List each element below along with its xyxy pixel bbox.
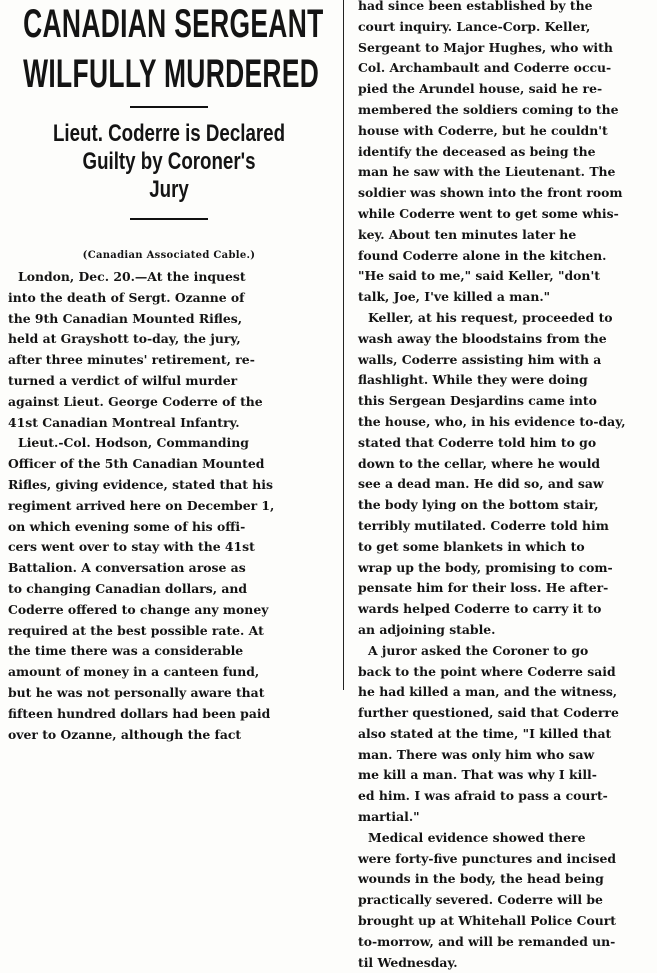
text-line: practically severed. Coderre will be (358, 892, 603, 908)
text-line: pensate him for their loss. He after- (358, 580, 609, 596)
text-line: to changing Canadian dollars, and (8, 580, 248, 596)
text-line: terribly mutilated. Coderre told him (358, 517, 609, 533)
text-line: cers went over to stay with the 41st (8, 539, 255, 555)
text-line: walls, Coderre assisting him with a (358, 351, 602, 367)
credit-line: (Canadian Associated Cable.) (82, 250, 256, 261)
text-line: wounds in the body, the head being (358, 871, 604, 887)
text-line: an adjoining stable. (358, 621, 496, 637)
text-line: fifteen hundred dollars had been paid (8, 705, 271, 721)
headline-line-1: CANADIAN SERGEANT (23, 2, 324, 46)
text-line: wards helped Coderre to carry it to (358, 601, 602, 617)
headline-divider (130, 106, 208, 108)
text-line: to-morrow, and will be remanded un- (358, 933, 616, 949)
text-line: house with Coderre, but he couldn't (358, 122, 608, 138)
text-line: talk, Joe, I've killed a man." (358, 289, 551, 305)
text-line: flashlight. While they were doing (358, 372, 588, 388)
text-line: over to Ozanne, although the fact (8, 726, 242, 742)
text-line: key. About ten minutes later he (358, 226, 577, 242)
text-line: back to the point where Coderre said (358, 663, 616, 679)
text-line: A juror asked the Coroner to go (368, 642, 589, 658)
text-line: held at Grayshott to-day, the jury, (8, 331, 241, 347)
subhead-line-3: Jury (149, 176, 189, 203)
text-line: Battalion. A conversation arose as (8, 560, 246, 576)
text-line: stated that Coderre told him to go (358, 434, 597, 450)
text-line: on which evening some of his offi- (8, 518, 246, 534)
text-line: further questioned, said that Coderre (358, 705, 619, 721)
text-line: the house, who, in his evidence to-day, (358, 413, 626, 429)
left-article-body (8, 267, 330, 745)
text-line: had since been established by the (358, 0, 593, 13)
text-line: the 9th Canadian Mounted Rifles, (8, 310, 243, 326)
text-line: also stated at the time, "I killed that (358, 725, 612, 741)
text-line: wrap up the body, promising to com- (358, 559, 613, 575)
right-article-body (358, 0, 652, 973)
text-line: he had killed a man, and the witness, (358, 684, 618, 700)
left-column (8, 0, 330, 745)
right-column (358, 0, 652, 973)
text-line: see a dead man. He did so, and saw (358, 476, 604, 492)
text-line: after three minutes' retirement, re- (8, 352, 255, 368)
column-rule (343, 0, 344, 690)
text-line: Sergeant to Major Hughes, who with (358, 39, 613, 55)
text-line: but he was not personally aware that (8, 684, 265, 700)
text-line: til Wednesday. (358, 954, 458, 970)
text-line: Col. Archambault and Coderre occu- (358, 60, 612, 76)
text-line: martial." (358, 809, 420, 825)
text-line: Medical evidence showed there (368, 829, 586, 845)
text-line: Rifles, giving evidence, stated that his (8, 476, 273, 492)
text-line: brought up at Whitehall Police Court (358, 913, 617, 929)
text-line: man he saw with the Lieutenant. The (358, 164, 616, 180)
text-line: court inquiry. Lance-Corp. Keller, (358, 18, 591, 34)
text-line: Keller, at his request, proceeded to (368, 309, 613, 325)
text-line: were forty-five punctures and incised (358, 850, 617, 866)
text-line: to get some blankets in which to (358, 538, 585, 554)
text-line: Coderre offered to change any money (8, 601, 269, 617)
text-line: wash away the bloodstains from the (358, 330, 607, 346)
text-line: 41st Canadian Montreal Infantry. (8, 414, 240, 430)
text-line: into the death of Sergt. Ozanne of (8, 289, 245, 305)
text-line: Lieut.-Col. Hodson, Commanding (18, 435, 249, 451)
text-line: soldier was shown into the front room (358, 185, 623, 201)
text-line: identify the deceased as being the (358, 143, 596, 159)
text-line: the time there was a considerable (8, 643, 244, 659)
text-line: turned a verdict of wilful murder (8, 372, 238, 388)
text-line: against Lieut. George Coderre of the (8, 393, 263, 409)
text-line: regiment arrived here on December 1, (8, 497, 275, 513)
text-line: the body lying on the bottom stair, (358, 497, 599, 513)
text-line: man. There was only him who saw (358, 746, 595, 762)
subhead-divider (130, 218, 208, 220)
text-line: ed him. I was afraid to pass a court- (358, 788, 608, 804)
text-line: required at the best possible rate. At (8, 622, 264, 638)
text-line: membered the soldiers coming to the (358, 101, 619, 117)
text-line: London, Dec. 20.—At the inquest (18, 269, 246, 284)
text-line: pied the Arundel house, said he re- (358, 81, 603, 97)
text-line: me kill a man. That was why I kill- (358, 767, 597, 783)
text-line: down to the cellar, where he would (358, 455, 601, 471)
text-line: while Coderre went to get some whis- (358, 205, 619, 221)
subhead-line-1: Lieut. Coderre is Declared (52, 120, 286, 147)
text-line: Officer of the 5th Canadian Mounted (8, 456, 265, 472)
text-line: this Sergean Desjardins came into (358, 393, 597, 409)
text-line: amount of money in a canteen fund, (8, 664, 260, 680)
headline-line-2: WILFULLY MURDERED (23, 52, 320, 96)
subhead-line-2: Guilty by Coroner's (82, 148, 256, 175)
text-line: found Coderre alone in the kitchen. (358, 247, 607, 263)
text-line: "He said to me," said Keller, "don't (358, 268, 600, 284)
